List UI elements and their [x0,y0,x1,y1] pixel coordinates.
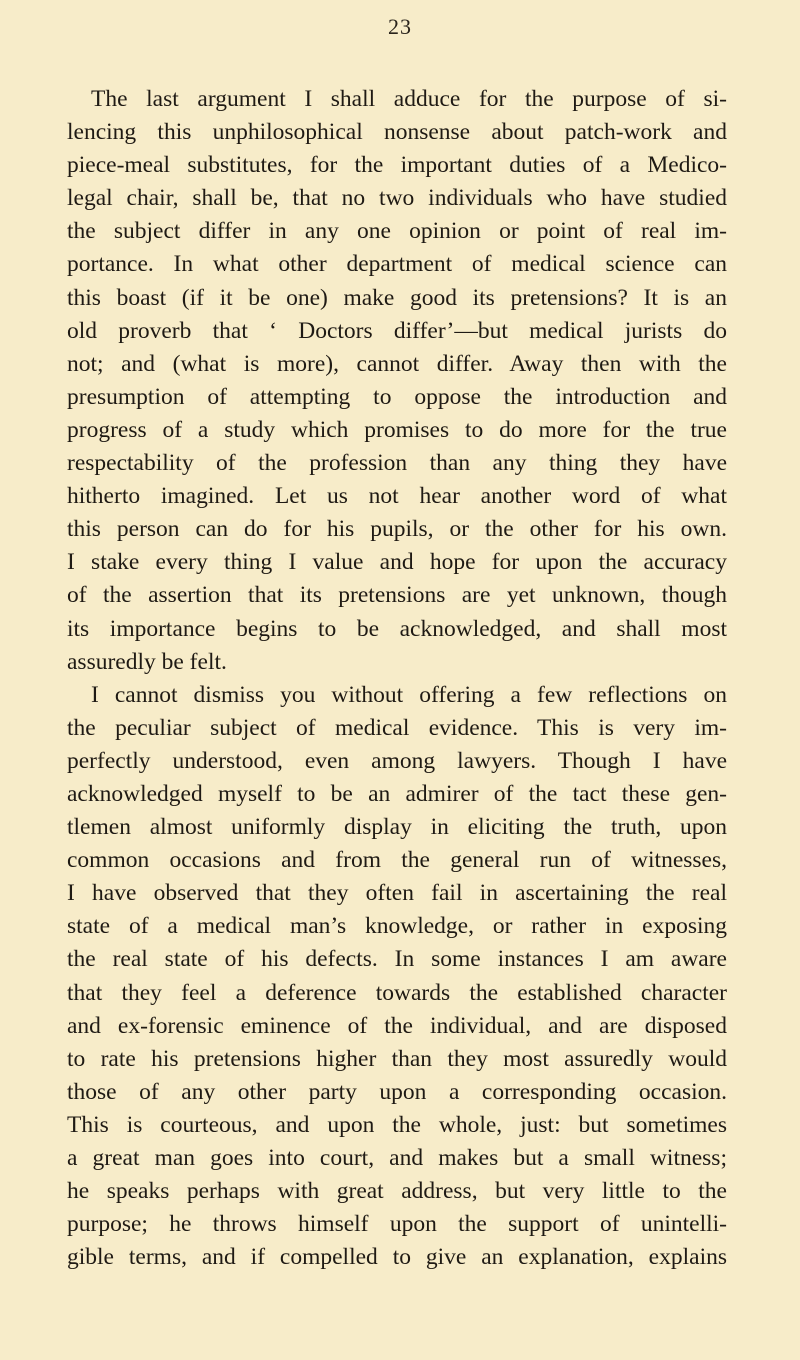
text-line: lencing this unphilosophical nonsense about patch-work and [67,119,727,146]
text-line: portance. In what other department of medical science can [67,251,727,278]
text-line: presumption of attempting to oppose the introduction and [67,383,727,410]
text-line: This is courteous, and upon the whole, just: but sometimes [67,1111,727,1138]
text-line: to rate his pretensions higher than they most assuredly would [67,1045,727,1072]
text-line: acknowledged myself to be an admirer of the tact these gen- [67,780,727,807]
text-line: and ex-forensic eminence of the individual, and are disposed [67,1012,727,1039]
text-line: of the assertion that its pretensions are yet unknown, though [67,582,727,609]
text-line: state of a medical man’s knowledge, or rather in exposing [67,913,727,940]
text-line: legal chair, shall be, that no two individuals who have studied [67,185,727,212]
text-line: piece-meal substitutes, for the important duties of a Medico- [67,152,727,179]
text-line: common occasions and from the general run of witnesses, [67,847,727,874]
text-line: the real state of his defects. In some instances I am aware [67,946,727,973]
text-line: tlemen almost uniformly display in eliciting the truth, upon [67,814,727,841]
text-line: purpose; he throws himself upon the support of unintelli- [67,1211,727,1238]
text-line: I stake every thing I value and hope for upon the accuracy [67,549,727,576]
text-line: old proverb that ‘ Doctors differ’—but medical jurists do [67,317,727,344]
text-line: a great man goes into court, and makes but a small witness; [67,1145,727,1171]
text-line: its importance begins to be acknowledged, and shall most [67,615,727,642]
text-line: not; and (what is more), cannot differ. Away then with the [67,350,727,377]
text-line: gible terms, and if compelled to give an explanation, explains [67,1244,727,1271]
page-number: 23 [388,14,412,39]
text-line: the peculiar subject of medical evidence. This is very im- [67,714,727,741]
text-line: that they feel a deference towards the established character [67,979,727,1006]
text-line: this person can do for his pupils, or the other for his own. [67,516,727,543]
text-line: The last argument I shall adduce for the purpose of si- [91,86,727,112]
text-line: hitherto imagined. Let us not hear another word of what [67,483,727,510]
text-line: assuredly be felt. [67,648,227,675]
text-line: progress of a study which promises to do more for the true [67,416,727,443]
text-line: this boast (if it be one) make good its pretensions? It is an [67,284,727,311]
body-text [67,83,727,1274]
text-line: those of any other party upon a corresponding occasion. [67,1078,727,1105]
text-line: he speaks perhaps with great address, but very little to the [67,1178,727,1205]
text-line: perfectly understood, even among lawyers. Though I have [67,747,727,774]
text-line: I cannot dismiss you without offering a few reflections on [91,681,727,708]
text-line: the subject differ in any one opinion or point of real im- [67,218,727,245]
text-line: respectability of the profession than any thing they have [67,450,727,477]
text-line: I have observed that they often fail in ascertaining the real [67,880,727,907]
